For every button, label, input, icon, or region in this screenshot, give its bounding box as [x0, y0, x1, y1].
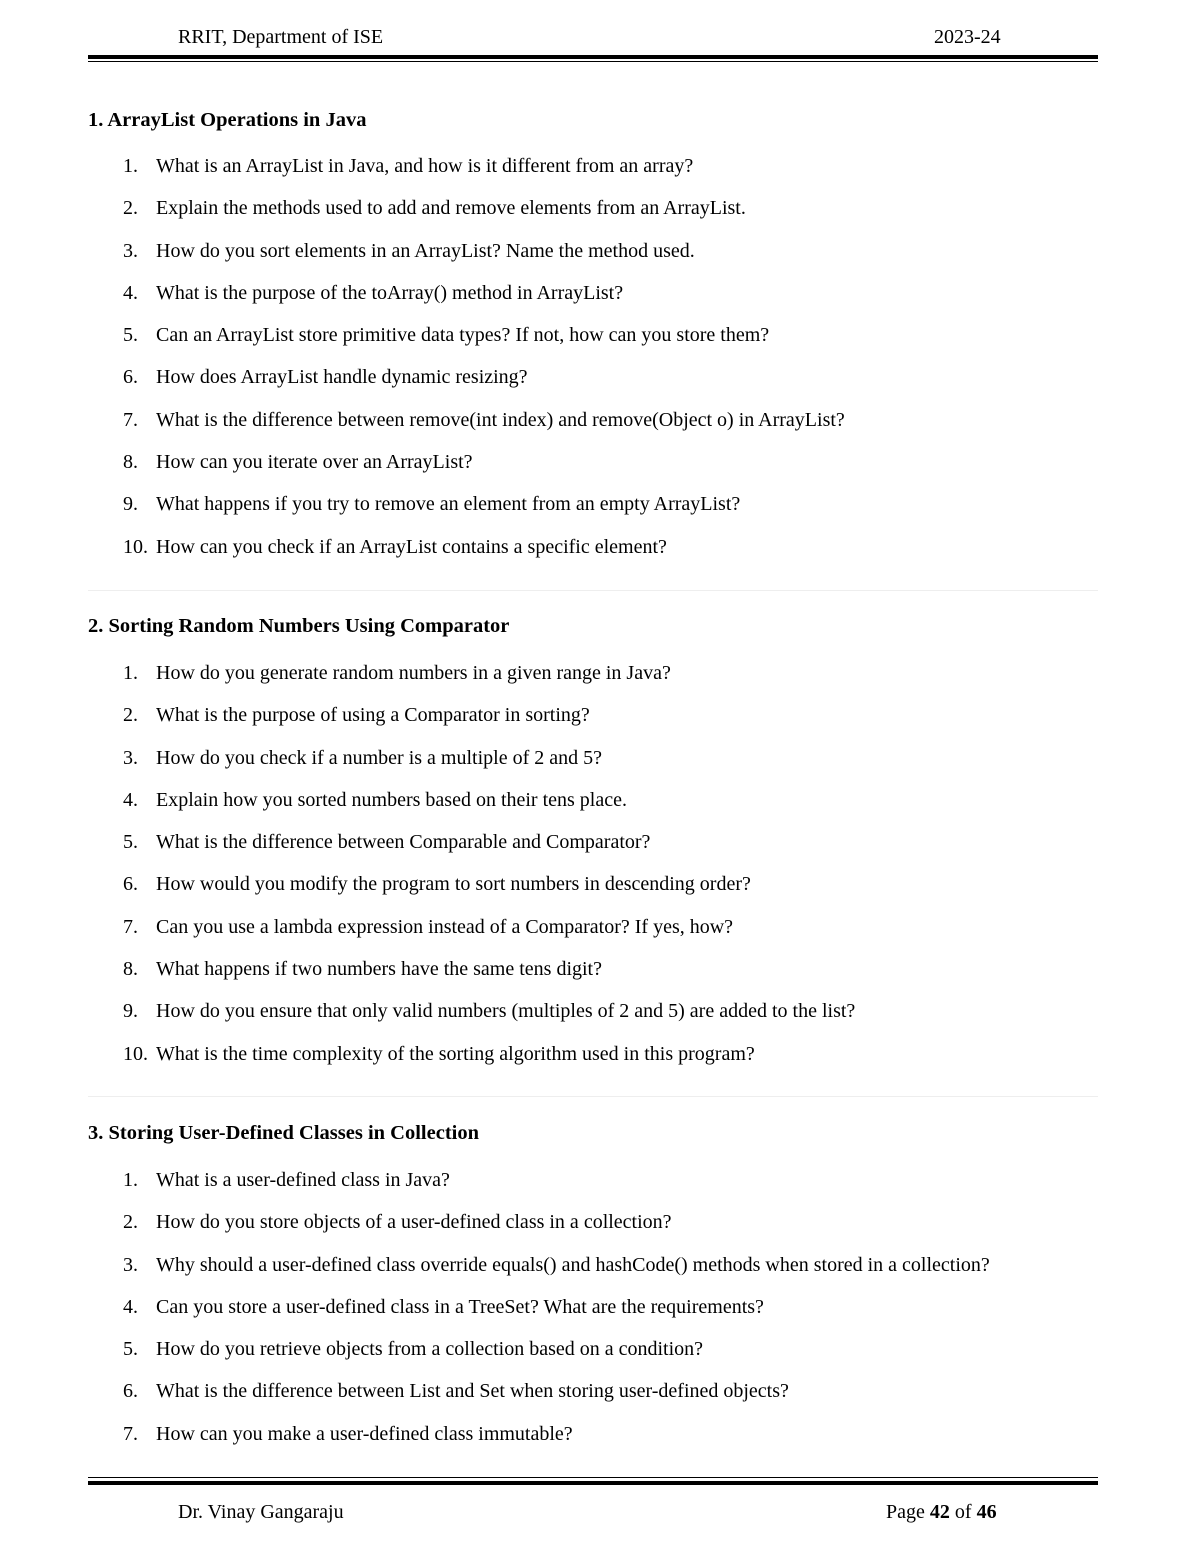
question-item [88, 442, 1098, 484]
question-number: 4. [123, 788, 138, 811]
question-text: What is the difference between Comparable and Comparator? [156, 831, 651, 854]
question-text: How does ArrayList handle dynamic resizing? [156, 366, 528, 389]
question-text: Explain the methods used to add and remove elements from an ArrayList. [156, 197, 746, 220]
question-item [88, 484, 1098, 526]
question-item [88, 653, 1098, 695]
question-text: How do you retrieve objects from a collection based on a condition? [156, 1338, 704, 1361]
question-number: 8. [123, 451, 138, 474]
question-text: How can you iterate over an ArrayList? [156, 451, 473, 474]
question-item [88, 231, 1098, 273]
question-text: How can you check if an ArrayList contains a specific element? [156, 535, 667, 558]
question-number: 5. [123, 1338, 138, 1361]
question-item [88, 273, 1098, 315]
section-title: 3. Storing User-Defined Classes in Collection [88, 1122, 479, 1144]
page-number: 42 [929, 1501, 950, 1523]
page-total: 46 [976, 1501, 997, 1523]
page-header [88, 26, 1098, 56]
question-item [88, 738, 1098, 780]
question-text: What happens if two numbers have the same tens digit? [156, 958, 602, 981]
question-number: 2. [123, 197, 138, 220]
question-number: 3. [123, 746, 138, 769]
question-text: Explain how you sorted numbers based on their tens place. [156, 788, 627, 811]
question-item [88, 1034, 1098, 1076]
question-item [88, 1414, 1098, 1456]
question-text: What is the purpose of the toArray() method in ArrayList? [156, 281, 624, 304]
question-item [88, 1245, 1098, 1287]
question-text: Can you use a lambda expression instead of a Comparator? If yes, how? [156, 915, 734, 938]
question-number: 9. [123, 1000, 138, 1023]
question-text: Can you store a user-defined class in a TreeSet? What are the requirements? [156, 1295, 764, 1318]
question-number: 2. [123, 1211, 138, 1234]
question-item [88, 822, 1098, 864]
question-number: 2. [123, 704, 138, 727]
question-item [88, 188, 1098, 230]
question-item [88, 907, 1098, 949]
question-number: 1. [123, 1169, 138, 1191]
question-item [88, 991, 1098, 1033]
question-number: 7. [123, 915, 138, 938]
question-number: 6. [123, 873, 138, 896]
question-item [88, 527, 1098, 569]
question-text: Can an ArrayList store primitive data types? If not, how can you store them? [156, 324, 770, 347]
question-number: 3. [123, 1253, 138, 1276]
question-item [88, 315, 1098, 357]
question-number: 4. [123, 1295, 138, 1318]
question-number: 7. [123, 408, 138, 431]
question-text: How can you make a user-defined class immutable? [156, 1422, 573, 1445]
question-text: How do you store objects of a user-defined class in a collection? [156, 1211, 672, 1234]
question-item [88, 1287, 1098, 1329]
question-list [88, 146, 1098, 569]
question-number: 1. [123, 662, 138, 684]
question-number: 10. [123, 535, 148, 558]
header-institution: RRIT, Department of ISE [178, 26, 384, 48]
question-number: 8. [123, 958, 138, 981]
section-divider [88, 1096, 1098, 1097]
question-number: 7. [123, 1422, 138, 1445]
footer-rule-thin [88, 1477, 1098, 1478]
question-item [88, 357, 1098, 399]
question-number: 4. [123, 281, 138, 304]
question-text: Why should a user-defined class override equals() and hashCode() methods when stored in a collection? [156, 1253, 990, 1276]
section-title: 1. ArrayList Operations in Java [88, 109, 367, 131]
question-item [88, 780, 1098, 822]
question-item [88, 1202, 1098, 1244]
section-title: 2. Sorting Random Numbers Using Comparator [88, 615, 510, 637]
footer-rule-thick [88, 1481, 1098, 1485]
question-item [88, 949, 1098, 991]
question-text: How do you check if a number is a multiple of 2 and 5? [156, 746, 602, 769]
question-item [88, 695, 1098, 737]
question-text: How do you ensure that only valid numbers (multiples of 2 and 5) are added to the list? [156, 1000, 856, 1023]
question-list [88, 1160, 1098, 1456]
question-item [88, 864, 1098, 906]
section-arraylist [88, 106, 1098, 569]
question-text: What is the difference between remove(int index) and remove(Object o) in ArrayList? [156, 408, 845, 431]
header-rule-thin [88, 61, 1098, 62]
footer-author: Dr. Vinay Gangaraju [178, 1501, 344, 1523]
header-year: 2023-24 [934, 26, 1001, 48]
question-text: How do you sort elements in an ArrayList? Name the method used. [156, 239, 695, 262]
question-number: 6. [123, 366, 138, 389]
question-number: 3. [123, 239, 138, 262]
of-word: of [954, 1501, 972, 1523]
question-number: 9. [123, 493, 138, 516]
question-item [88, 1371, 1098, 1413]
page-indicator [886, 1501, 997, 1524]
page-footer [88, 1501, 1098, 1531]
question-text: What is the time complexity of the sorting algorithm used in this program? [156, 1042, 755, 1065]
question-text: What is an ArrayList in Java, and how is it different from an array? [156, 155, 694, 177]
question-text: What happens if you try to remove an element from an empty ArrayList? [156, 493, 741, 516]
question-number: 6. [123, 1380, 138, 1403]
question-item [88, 146, 1098, 188]
question-list [88, 653, 1098, 1076]
section-divider [88, 590, 1098, 591]
section-comparator [88, 612, 1098, 1076]
question-text: What is the difference between List and Set when storing user-defined objects? [156, 1380, 789, 1403]
question-number: 5. [123, 324, 138, 347]
question-text: What is a user-defined class in Java? [156, 1169, 450, 1191]
question-number: 10. [123, 1042, 148, 1065]
question-item [88, 400, 1098, 442]
question-text: How would you modify the program to sort numbers in descending order? [156, 873, 751, 896]
question-item [88, 1160, 1098, 1202]
section-user-defined-classes [88, 1119, 1098, 1456]
question-text: What is the purpose of using a Comparator in sorting? [156, 704, 590, 727]
page-word: Page [886, 1501, 925, 1523]
question-number: 1. [123, 155, 138, 177]
question-item [88, 1329, 1098, 1371]
question-text: How do you generate random numbers in a given range in Java? [156, 662, 671, 684]
header-rule-thick [88, 55, 1098, 59]
question-number: 5. [123, 831, 138, 854]
